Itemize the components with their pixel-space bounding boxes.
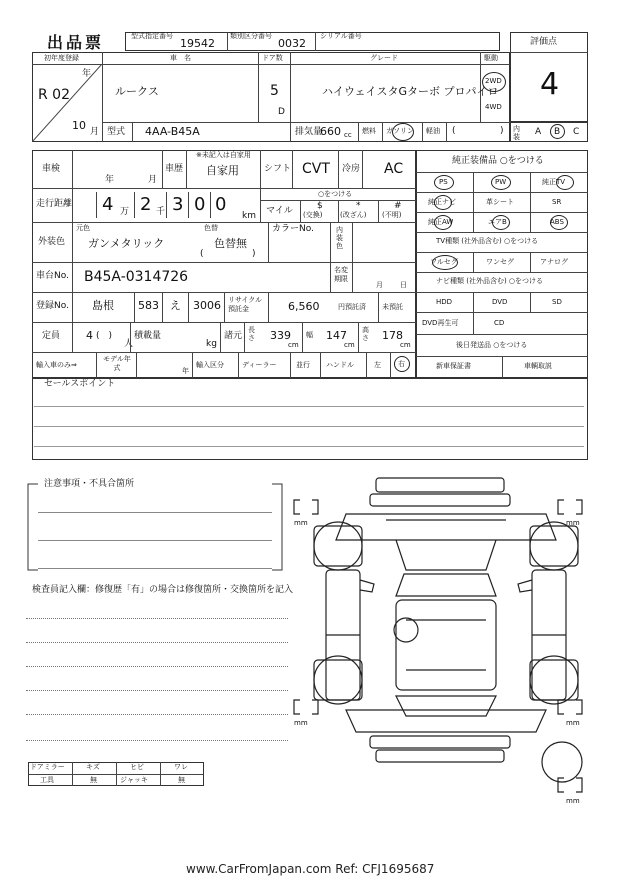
mm-rear-left: mm <box>294 719 308 727</box>
diesel-label: 軽油 <box>426 127 440 135</box>
notes-bracket <box>24 478 286 576</box>
interior-c: C <box>573 127 580 137</box>
mm-front-left: mm <box>294 519 308 527</box>
sales-point-box <box>32 378 588 460</box>
diesel-paren-close: ) <box>500 126 504 136</box>
recycle-label: リサイクル預託金 <box>228 296 263 313</box>
handle-right: 右 <box>398 360 405 368</box>
recycle-value: 6,560 <box>288 300 320 313</box>
mileage-unknown: (不明) <box>382 211 402 219</box>
tv-type-title: TV種類 (社外品含む) ○をつける <box>436 237 539 245</box>
equip-pw: PW <box>495 178 507 186</box>
load-unit: kg <box>206 339 217 349</box>
later-warranty: 新車保証書 <box>436 362 471 370</box>
first-reg-year: R 02 <box>38 87 70 103</box>
door-count-label: ドア数 <box>262 54 283 62</box>
form-title: 出品票 <box>47 33 105 52</box>
dims-label: 諸元 <box>224 331 243 341</box>
tv-analog: アナログ <box>540 258 568 266</box>
first-reg-month-unit: 月 <box>90 127 100 137</box>
ext-color-label: 外装色 <box>38 237 66 247</box>
length-value: 339 <box>270 329 291 342</box>
recycle-none: 未預託 <box>382 303 403 311</box>
navi-dvd: DVD <box>492 298 508 306</box>
import-class-label: 輸入区分 <box>196 361 224 369</box>
later-manual: 車輌取説 <box>524 362 552 370</box>
inspector-title: 検査員記入欄：修復歴「有」の場合は修復箇所・交換箇所を記入 <box>32 585 294 595</box>
ac-value: AC <box>384 161 404 177</box>
legend-break: ワレ <box>174 763 188 771</box>
reg-number: 3006 <box>193 299 221 312</box>
legend-scratch: キズ <box>86 763 100 771</box>
width-value: 147 <box>326 329 347 342</box>
width-label: 幅 <box>306 331 313 339</box>
history-note: ※未記入は自家用 <box>196 151 251 159</box>
car-name-value: ルークス <box>115 85 159 98</box>
color-no-label: カラーNo. <box>272 224 314 234</box>
ac-label: 冷房 <box>342 164 361 174</box>
legend-jack: ジャッキ <box>120 776 148 784</box>
length-unit: cm <box>288 341 299 349</box>
mileage-sym-dollar: $ <box>317 201 323 211</box>
reg-place: 島根 <box>92 299 114 312</box>
height-value: 178 <box>382 329 403 342</box>
shift-value: CVT <box>302 161 330 177</box>
mileage-label: 走行距離 <box>36 199 73 209</box>
history-value: 自家用 <box>206 164 239 177</box>
parallel-label: 並行 <box>296 361 310 369</box>
history-label: 車歴 <box>165 164 184 174</box>
factory-equip-title: 純正装備品 ○をつける <box>452 156 544 166</box>
mm-rear-right: mm <box>566 719 580 727</box>
length-label: 長さ <box>248 326 255 342</box>
dealer-label: ディーラー <box>242 361 277 369</box>
mileage-tampered: (改ざん) <box>340 211 367 219</box>
equip-airbag: エアB <box>488 218 507 226</box>
equip-aw: 純正AW <box>428 218 454 226</box>
equip-leather: 革シート <box>486 198 514 206</box>
model-no-label: 型式指定番号 <box>131 32 173 40</box>
model-no-value: 19542 <box>180 37 215 50</box>
model-year-unit: 年 <box>182 367 189 375</box>
shift-label: シフト <box>264 164 292 174</box>
door-type-value: D <box>278 107 285 117</box>
repaint-label: 色替 <box>204 224 218 232</box>
car-damage-diagram <box>286 470 606 810</box>
tv-fullseg: フルセグ <box>430 258 458 266</box>
grade-value: ハイウェイスタGターボ プロパイロ <box>322 85 499 98</box>
inspection-year-unit: 年 <box>105 175 115 185</box>
navi-type-title: ナビ種類 (社外品含む) ○をつける <box>436 277 544 285</box>
reg-label: 登録No. <box>36 301 69 311</box>
first-reg-month: 10 <box>72 119 86 132</box>
mileage-digit-4: 0 <box>194 194 206 215</box>
drive-4wd: 4WD <box>485 103 502 111</box>
mileage-sym-star: * <box>356 201 361 211</box>
load-label: 積載量 <box>134 331 162 341</box>
displacement-unit: cc <box>344 131 352 139</box>
category-no-label: 類別区分番号 <box>230 32 272 40</box>
grade-label: グレード <box>370 54 398 62</box>
model-type-label: 型式 <box>107 127 126 137</box>
mileage-unit-km: km <box>242 211 256 221</box>
name-change-month-unit: 月 <box>376 281 383 289</box>
first-reg-label: 初年度登録 <box>44 54 79 62</box>
drive-2wd: 2WD <box>485 77 502 85</box>
capacity-paren: ( ) <box>96 331 113 341</box>
equip-ps: PS <box>439 178 448 186</box>
ext-color-value: ガンメタリック <box>88 237 165 250</box>
mileage-sym-hash: # <box>394 201 402 211</box>
equip-navi: 純正ナビ <box>428 198 456 206</box>
mileage-unit-sen: 千 <box>156 207 166 217</box>
door-count-value: 5 <box>270 83 279 99</box>
legend-tools-none: 無 <box>90 776 97 784</box>
interior-a: A <box>535 127 542 137</box>
car-name-label: 車 名 <box>170 54 191 62</box>
watermark-text: www.CarFromJapan.com Ref: CFJ1695687 <box>186 862 435 876</box>
fuel-label: 燃料 <box>362 127 376 135</box>
capacity-unit: 人 <box>124 339 134 349</box>
diesel-paren-open: ( <box>452 126 456 136</box>
navi-hdd: HDD <box>436 298 453 306</box>
serial-no-label: シリアル番号 <box>320 32 362 40</box>
handle-label: ハンドル <box>326 361 354 369</box>
height-label: 高さ <box>362 326 369 342</box>
chassis-label: 車台No. <box>36 271 69 281</box>
mileage-exchange: (交換) <box>303 211 323 219</box>
handle-left: 左 <box>374 361 381 369</box>
model-type-value: 4AA-B45A <box>145 125 200 138</box>
capacity-label: 定員 <box>42 331 61 341</box>
score-label: 評価点 <box>530 37 558 47</box>
first-reg-year-unit: 年 <box>82 69 92 79</box>
fuel-gasoline: ガソリン <box>386 127 414 135</box>
category-no-value: 0032 <box>278 37 306 50</box>
legend-tools: 工具 <box>40 776 54 784</box>
width-unit: cm <box>344 341 355 349</box>
score-value: 4 <box>540 67 560 102</box>
import-label: 輸入車のみ⇒ <box>36 361 77 369</box>
displacement-value: 660 <box>320 125 341 138</box>
later-items-title: 後日発送品 ○をつける <box>456 341 528 349</box>
mm-spare: mm <box>566 797 580 805</box>
recycle-unit: 円預託済 <box>338 303 366 311</box>
notes-title: 注意事項・不具合箇所 <box>44 479 135 489</box>
navi-cd: CD <box>494 319 505 327</box>
chassis-value: B45A-0314726 <box>84 269 189 285</box>
reg-kana: え <box>170 299 181 312</box>
legend-mirror: ドアミラー <box>30 763 65 771</box>
drive-label: 駆動 <box>484 54 498 62</box>
equip-sr: SR <box>552 198 562 206</box>
model-year-label: モデル年式 <box>103 355 131 372</box>
sales-point-label: セールスポイント <box>44 379 116 389</box>
mm-front-right: mm <box>566 519 580 527</box>
mileage-digit-5: 0 <box>215 194 227 215</box>
capacity-value: 4 <box>86 329 93 342</box>
int-color-label: 内装色 <box>336 226 343 250</box>
repaint-paren-open: ( <box>200 249 204 259</box>
navi-dvd-play: DVD再生可 <box>422 319 459 327</box>
interior-b: B <box>554 127 561 137</box>
inspection-month-unit: 月 <box>148 175 158 185</box>
name-change-label: 名変期限 <box>334 266 348 283</box>
tv-oneseg: ワンセグ <box>486 258 514 266</box>
equip-abs: ABS <box>550 218 564 226</box>
mileage-unit-man: 万 <box>120 207 130 217</box>
mileage-digit-2: 2 <box>140 194 152 215</box>
legend-crack: ヒビ <box>130 763 144 771</box>
mileage-miles: マイル <box>266 206 293 216</box>
displacement-label: 排気量 <box>295 127 323 137</box>
repaint-value: 色替無 <box>214 237 247 250</box>
name-change-day-unit: 日 <box>400 281 407 289</box>
height-unit: cm <box>400 341 411 349</box>
equip-tv: 純正TV <box>542 178 566 186</box>
mileage-digit-3: 3 <box>172 194 184 215</box>
mileage-digit-1: 4 <box>102 194 114 215</box>
interior-label: 内装 <box>513 125 520 141</box>
navi-sd: SD <box>552 298 562 306</box>
legend-jack-none: 無 <box>178 776 185 784</box>
reg-class: 583 <box>138 299 159 312</box>
orig-color-label: 元色 <box>76 224 90 232</box>
mileage-circle-note: ○をつける <box>318 190 353 198</box>
repaint-paren-close: ) <box>252 249 256 259</box>
inspection-label: 車検 <box>42 164 61 174</box>
